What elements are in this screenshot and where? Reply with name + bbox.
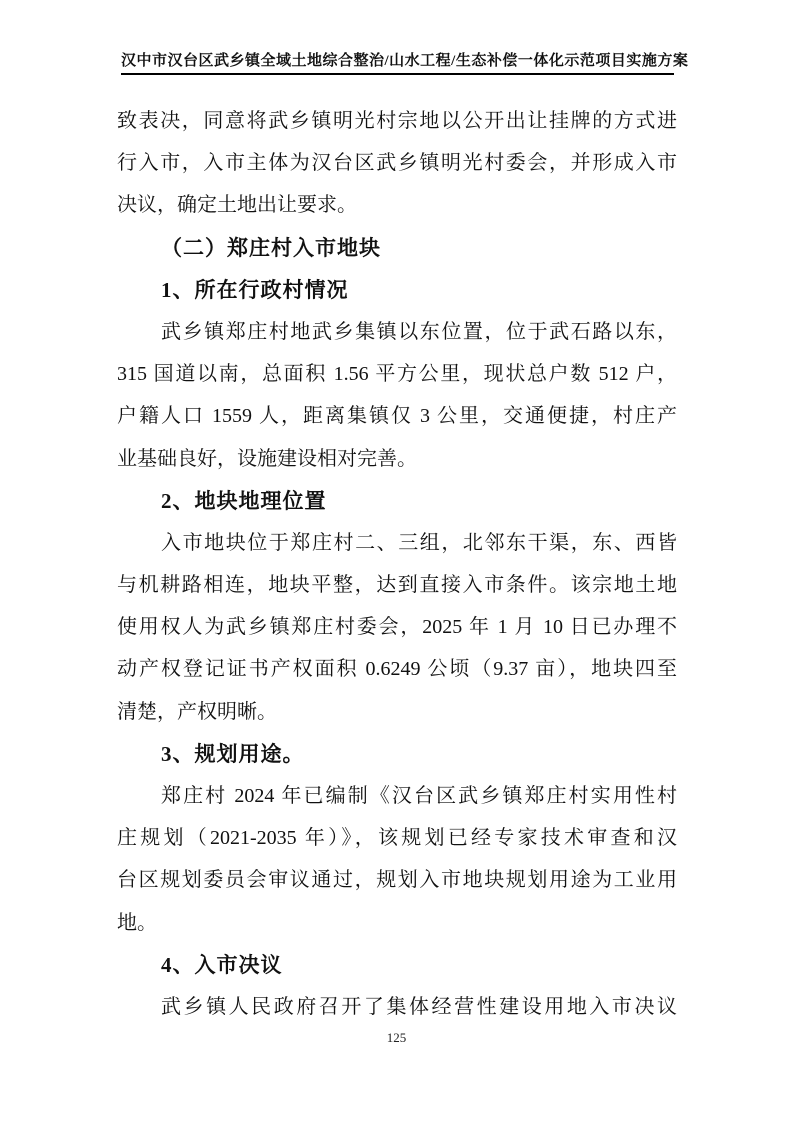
paragraph-line: 郑庄村 2024 年已编制《汉台区武乡镇郑庄村实用性村 — [161, 785, 677, 807]
section-heading: （二）郑庄村入市地块 — [161, 235, 381, 260]
paragraph-line: 动产权登记证书产权面积 0.6249 公顷（9.37 亩），地块四至 — [117, 658, 677, 681]
paragraph-line: 315 国道以南，总面积 1.56 平方公里，现状总户数 512 户， — [117, 363, 677, 386]
paragraph-line: 清楚，产权明晰。 — [117, 700, 277, 723]
subsection-heading: 3、规划用途。 — [161, 741, 305, 766]
paragraph-line: 行入市，入市主体为汉台区武乡镇明光村委会，并形成入市 — [117, 152, 677, 175]
page-number: 125 — [386, 1030, 407, 1045]
paragraph-line: 庄规划（2021-2035 年）》，该规划已经专家技术审查和汉 — [117, 827, 677, 850]
subsection-heading: 2、地块地理位置 — [161, 488, 327, 513]
document-body — [117, 100, 677, 1028]
paragraph-line: 武乡镇人民政府召开了集体经营性建设用地入市决议 — [161, 995, 677, 1018]
paragraph-line: 致表决，同意将武乡镇明光村宗地以公开出让挂牌的方式进 — [117, 110, 677, 132]
paragraph-line: 武乡镇郑庄村地武乡集镇以东位置，位于武石路以东， — [161, 320, 677, 343]
paragraph-line: 决议，确定土地出让要求。 — [117, 194, 357, 217]
paragraph-line: 使用权人为武乡镇郑庄村委会，2025 年 1 月 10 日已办理不 — [117, 616, 677, 639]
paragraph-line: 与机耕路相连，地块平整，达到直接入市条件。该宗地土地 — [117, 574, 677, 597]
paragraph-line: 入市地块位于郑庄村二、三组，北邻东干渠，东、西皆 — [161, 531, 677, 554]
paragraph-line: 地。 — [117, 911, 157, 934]
paragraph-line: 户籍人口 1559 人，距离集镇仅 3 公里，交通便捷，村庄产 — [117, 405, 677, 428]
subsection-heading: 1、所在行政村情况 — [161, 277, 349, 302]
paragraph-line: 台区规划委员会审议通过，规划入市地块规划用途为工业用 — [117, 869, 677, 892]
paragraph-line: 业基础良好，设施建设相对完善。 — [117, 447, 417, 470]
page-header-title: 汉中市汉台区武乡镇全域土地综合整治/山水工程/生态补偿一体化示范项目实施方案 — [121, 51, 674, 75]
subsection-heading: 4、入市决议 — [161, 952, 283, 977]
